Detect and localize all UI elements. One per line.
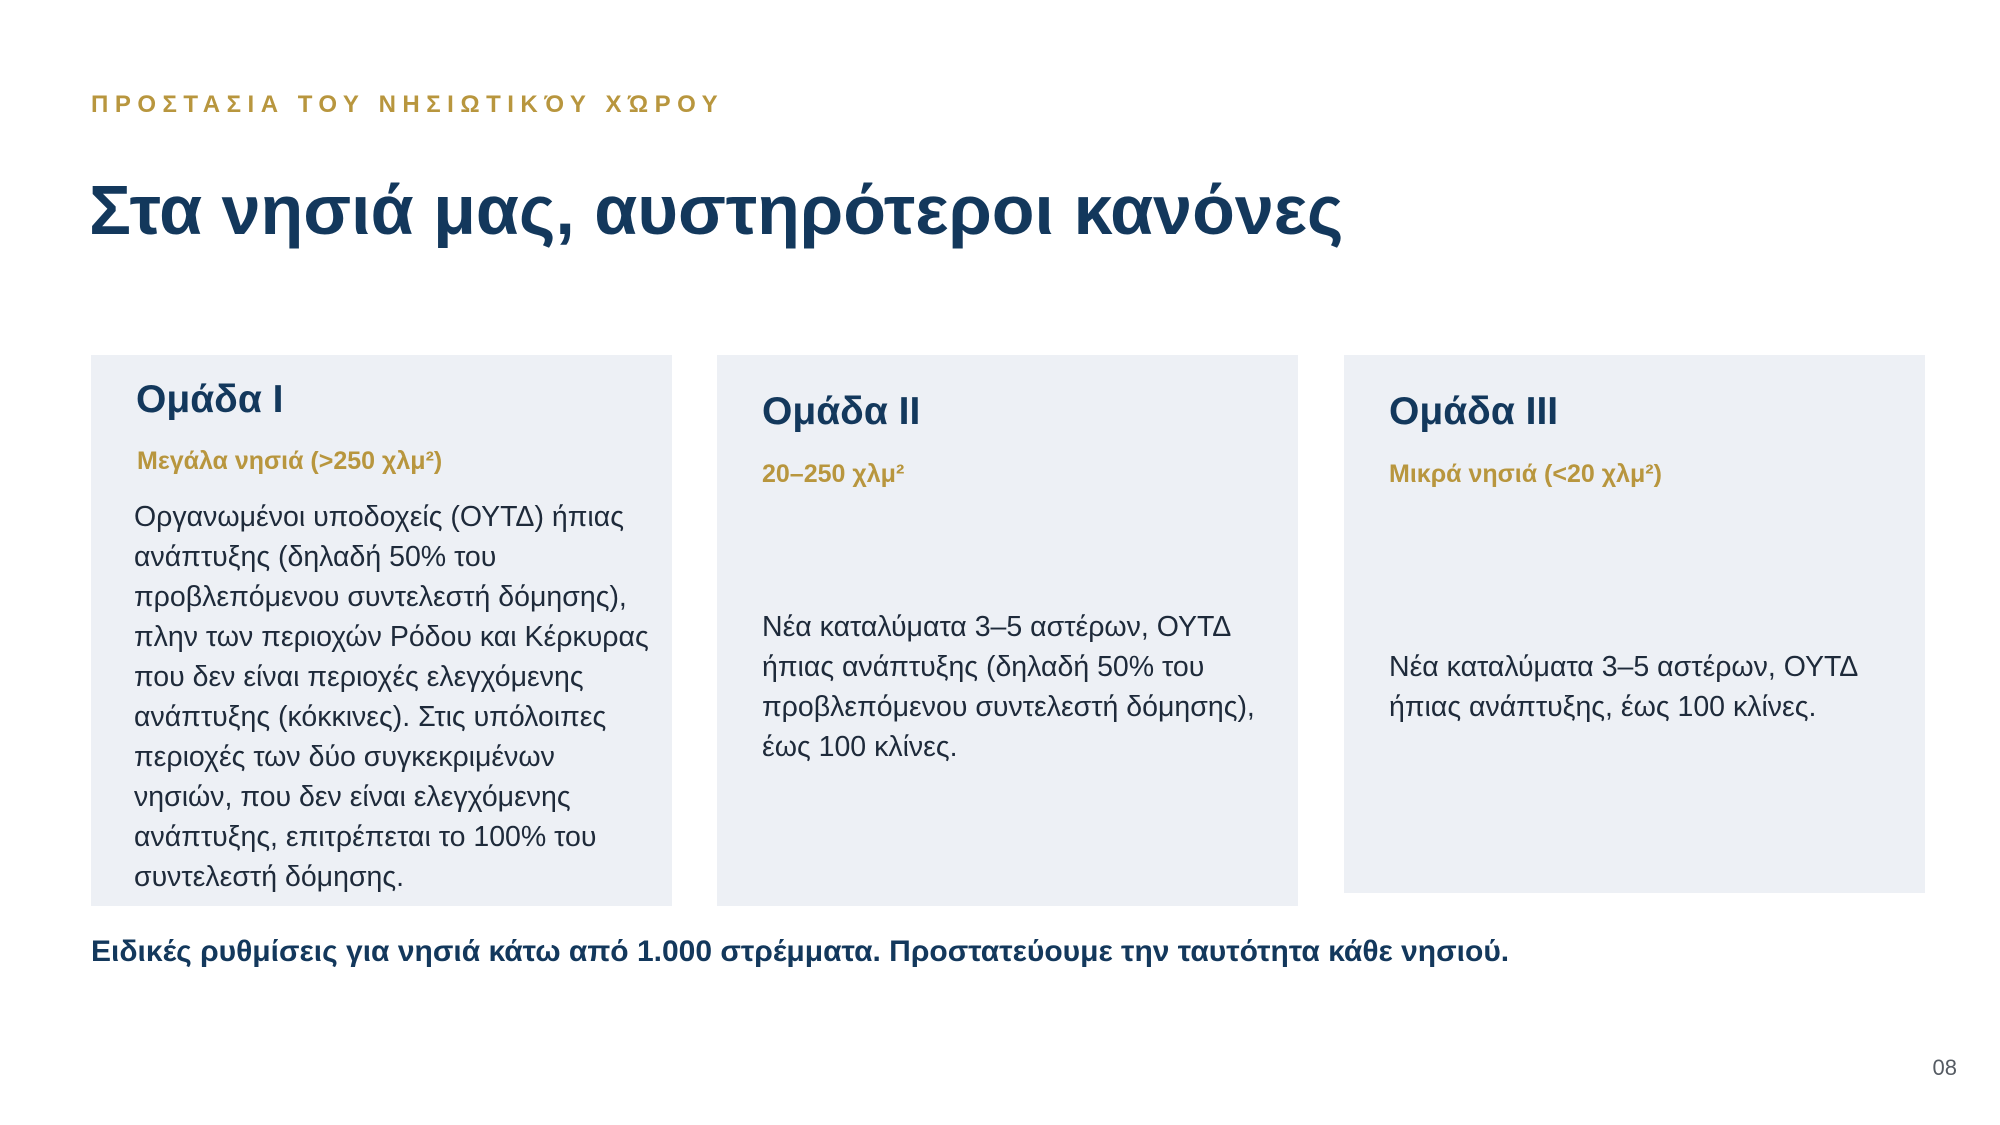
section-eyebrow: ΠΡΟΣΤΑΣΙΑ ΤΟΥ ΝΗΣΙΩΤΙΚΌΥ ΧΏΡΟΥ bbox=[91, 91, 725, 118]
page-number: 08 bbox=[1932, 1055, 1957, 1080]
card-heading: Ομάδα II bbox=[762, 390, 921, 433]
group-1-card bbox=[91, 355, 672, 906]
card-body-text: Νέα καταλύματα 3–5 αστέρων, ΟΥΤΔ ήπιας ανάπτυξης, έως 100 κλίνες. bbox=[1389, 651, 1857, 723]
card-body-text: Οργανωμένοι υποδοχείς (ΟΥΤΔ) ήπιας ανάπτυξης (δηλαδή 50% του προβλεπόμενου συντελεστή δόμησης), πλην των περιοχών Ρόδου και Κέρκυρας που δεν είναι περιοχές ελεγχόμενης ανάπτυξης (κόκκινες). Στις υπόλοιπες περιοχές των δύο συγκεκριμένων νησιών, που δεν είναι ελεγχόμενης ανάπτυξης, επιτρέπεται το 100% του συντελεστή δόμησης. bbox=[134, 501, 649, 893]
group-2-card bbox=[717, 355, 1298, 906]
slide-title: Στα νησιά μας, αυστηρότεροι κανόνες bbox=[89, 171, 1344, 249]
card-heading: Ομάδα I bbox=[136, 378, 284, 421]
group-3-card bbox=[1344, 355, 1925, 893]
card-heading: Ομάδα III bbox=[1389, 390, 1559, 433]
card-subheading: Μικρά νησιά (<20 χλμ²) bbox=[1389, 460, 1662, 488]
card-subheading: Μεγάλα νησιά (>250 χλμ²) bbox=[137, 447, 443, 475]
footnote: Ειδικές ρυθμίσεις για νησιά κάτω από 1.000 στρέμματα. Προστατεύουμε την ταυτότητα κάθε νησιού. bbox=[91, 935, 1510, 968]
card-subheading: 20–250 χλμ² bbox=[762, 460, 905, 488]
card-body-text: Νέα καταλύματα 3–5 αστέρων, ΟΥΤΔ ήπιας ανάπτυξης (δηλαδή 50% του προβλεπόμενου συντελεστή δόμησης), έως 100 κλίνες. bbox=[762, 611, 1255, 763]
